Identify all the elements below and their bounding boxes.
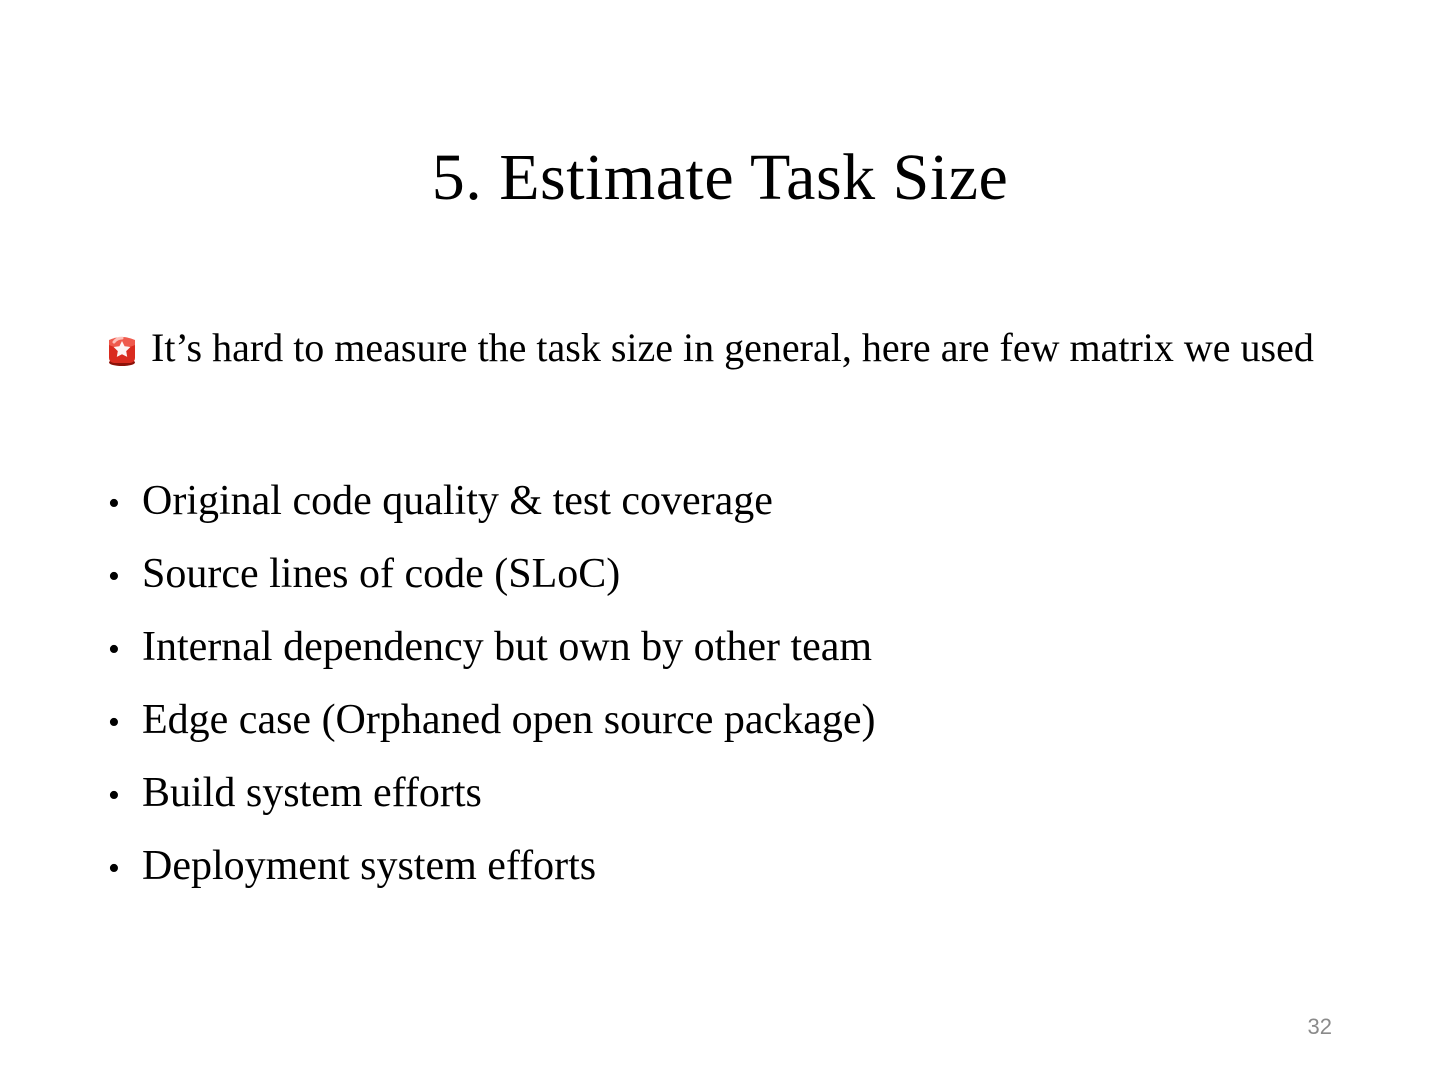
bullet-text: Edge case (Orphaned open source package) [142, 697, 876, 743]
bullet-marker: • [108, 631, 120, 668]
bullet-marker: • [108, 777, 120, 814]
bullet-marker: • [108, 850, 120, 887]
bullet-text: Internal dependency but own by other team [142, 624, 873, 670]
bullet-marker: • [108, 558, 120, 595]
bullet-text: Deployment system efforts [142, 843, 597, 889]
bullet-marker: • [108, 704, 120, 741]
page-title: 5. Estimate Task Size [431, 141, 1009, 215]
siren-icon [105, 328, 139, 366]
list-item [108, 553, 1358, 595]
list-item [108, 845, 1358, 887]
bullet-list [108, 480, 1358, 918]
list-item [108, 699, 1358, 741]
bullet-text: Build system efforts [142, 770, 482, 816]
bullet-text: Source lines of code (SLoC) [142, 551, 621, 597]
bullet-marker: • [108, 485, 120, 522]
page-number: 32 [1307, 1014, 1332, 1039]
list-item [108, 480, 1358, 522]
intro-paragraph [105, 322, 1340, 375]
intro-text: It’s hard to measure the task size in general, here are few matrix we used [151, 325, 1314, 370]
bullet-text: Original code quality & test coverage [142, 478, 773, 524]
list-item [108, 772, 1358, 814]
list-item [108, 626, 1358, 668]
